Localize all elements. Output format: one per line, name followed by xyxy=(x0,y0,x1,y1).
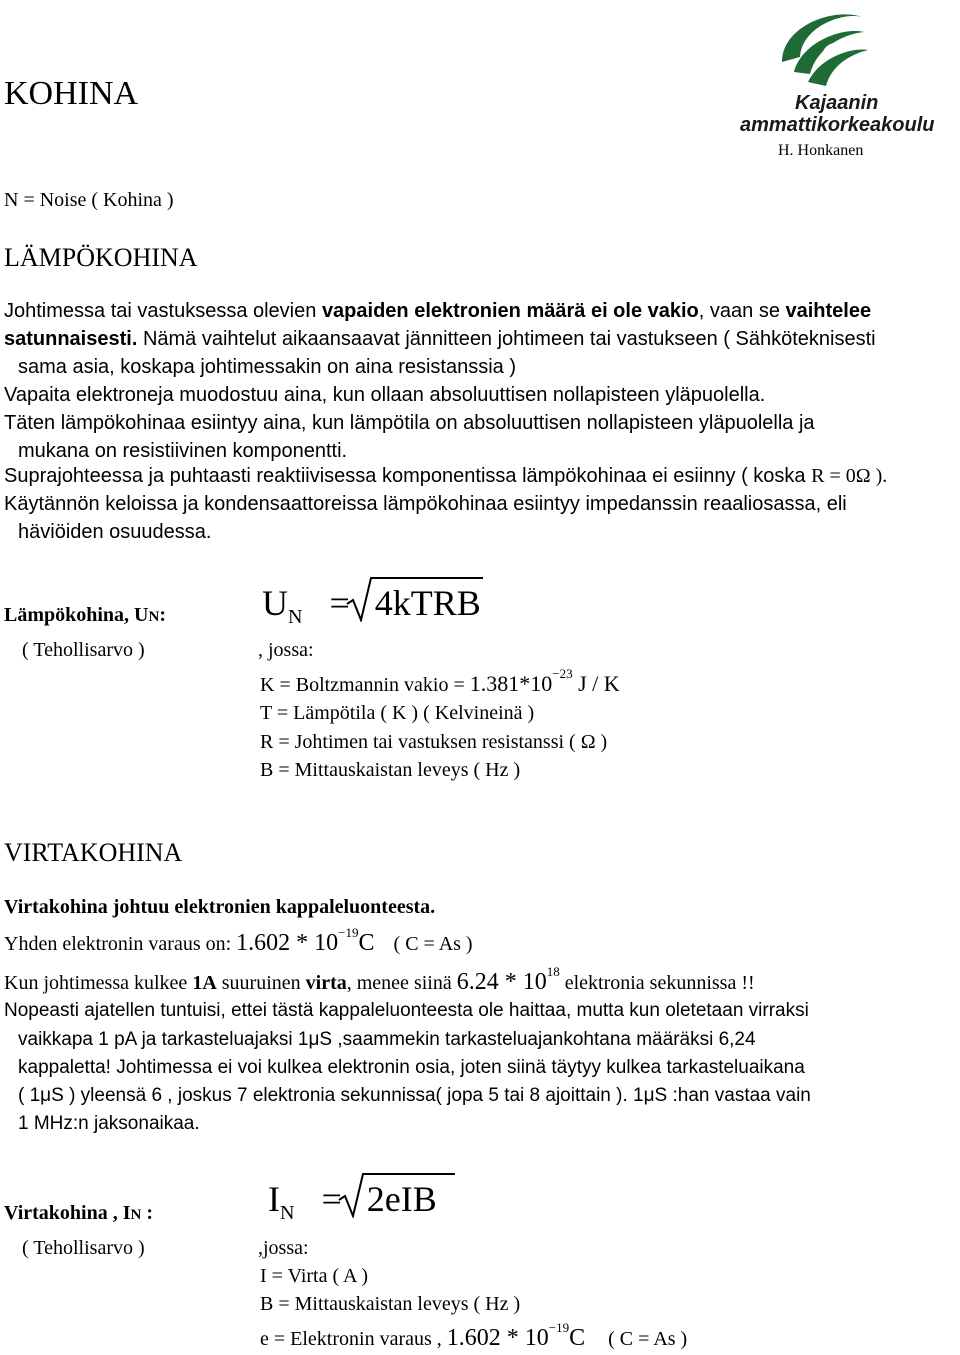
thermal-para3-line1: Täten lämpökohinaa esiintyy aina, kun lämpötila on absoluuttisen nollapisteen yläpuolella ja xyxy=(4,412,815,434)
thermal-para2: Vapaita elektroneja muodostuu aina, kun ollaan absoluuttisen nollapisteen yläpuolella. xyxy=(4,384,766,406)
current-heading: VIRTAKOHINA xyxy=(4,838,183,867)
current-label: Virtakohina , IN : xyxy=(4,1202,154,1224)
current-intro: Virtakohina johtuu elektronien kappaleluonteesta. xyxy=(4,896,436,918)
current-e-def: e = Elektronin varaus , $1.602 * 10^{-19}C$ ( C = As ) xyxy=(260,1320,688,1351)
thermal-heading: LÄMPÖKOHINA xyxy=(4,243,198,272)
sqrt-icon: 4kTRB xyxy=(369,582,475,624)
logo-swirl-icon xyxy=(772,2,872,94)
page-title: KOHINA xyxy=(4,75,139,112)
boltzmann-def: K = Boltzmannin vakio = $1.381*10^{-23}$ J / K xyxy=(260,666,620,696)
current-b-def: B = Mittauskaistan leveys ( Hz ) xyxy=(260,1293,521,1315)
thermal-para1-line1: Johtimessa tai vastuksessa olevien vapaiden elektronien määrä ei ole vakio, vaan se vaihtelee xyxy=(4,300,872,322)
current-para-line5: 1 MHz:n jaksonaikaa. xyxy=(18,1113,200,1134)
current-para-line3: kappaletta! Johtimessa ei voi kulkea elektronin osia, joten siinä täytyy kulkea tarkasteluaikana xyxy=(18,1057,805,1078)
current-para-line2: vaikkapa 1 pA ja tarkasteluajaksi 1μS ,saammekin tarkasteluajankohtana määräksi 6,24 xyxy=(18,1029,756,1050)
current-where: ,jossa: xyxy=(258,1237,309,1259)
thermal-para4: Suprajohteessa ja puhtaasti reaktiivisessa komponentissa lämpökohinaa ei esiinny ( koska R = 0Ω ). xyxy=(4,465,888,487)
current-para-line4: ( 1μS ) yleensä 6 , joskus 7 elektronia sekunnissa( jopa 5 tai 8 ajoittain ). 1μS :han vastaa vain xyxy=(18,1085,811,1106)
current-label-note: ( Tehollisarvo ) xyxy=(22,1237,145,1259)
logo-line2: ammattikorkeakoulu xyxy=(740,114,935,136)
electron-flow: Kun johtimessa kulkee 1A suuruinen virta, menee siinä $6.24 * 10^{18}$ elektronia sekunnissa !! xyxy=(4,964,755,995)
logo xyxy=(740,2,960,162)
current-formula: $I_N$ = 2eIB xyxy=(268,1178,431,1220)
thermal-para5-line1: Käytännön keloissa ja kondensaattoreissa lämpökohinaa esiintyy impedanssin reaaliosassa, eli xyxy=(4,493,847,515)
logo-line1: Kajaanin xyxy=(795,92,879,114)
author: H. Honkanen xyxy=(778,142,864,159)
thermal-label-note: ( Tehollisarvo ) xyxy=(22,639,145,661)
noise-definition: N = Noise ( Kohina ) xyxy=(4,189,174,211)
current-para-line1: Nopeasti ajatellen tuntuisi, ettei tästä kappaleluonteesta ole haittaa, mutta kun oletetaan virraksi xyxy=(4,1000,809,1021)
thermal-where: , jossa: xyxy=(258,639,314,661)
sqrt-icon: 2eIB xyxy=(361,1178,431,1220)
thermal-para3-line2: mukana on resistiivinen komponentti. xyxy=(18,440,348,462)
thermal-para1-line3: sama asia, koskapa johtimessakin on aina resistanssia ) xyxy=(18,356,517,378)
thermal-label: Lämpökohina, UN: xyxy=(4,604,167,626)
current-i-def: I = Virta ( A ) xyxy=(260,1265,369,1287)
temperature-def: T = Lämpötila ( K ) ( Kelvineinä ) xyxy=(260,702,535,724)
thermal-para1-line2: satunnaisesti. Nämä vaihtelut aikaansaavat jännitteen johtimeen tai vastukseen ( Sähköteknisesti xyxy=(4,328,876,350)
resistance-def: R = Johtimen tai vastuksen resistanssi ( Ω ) xyxy=(260,731,608,753)
thermal-formula: $U_N$ = 4kTRB xyxy=(262,582,475,624)
bandwidth-def: B = Mittauskaistan leveys ( Hz ) xyxy=(260,759,521,781)
thermal-para5-line2: häviöiden osuudessa. xyxy=(18,521,212,543)
electron-charge: Yhden elektronin varaus on: $1.602 * 10^{-19}C$ ( C = As ) xyxy=(4,925,473,956)
